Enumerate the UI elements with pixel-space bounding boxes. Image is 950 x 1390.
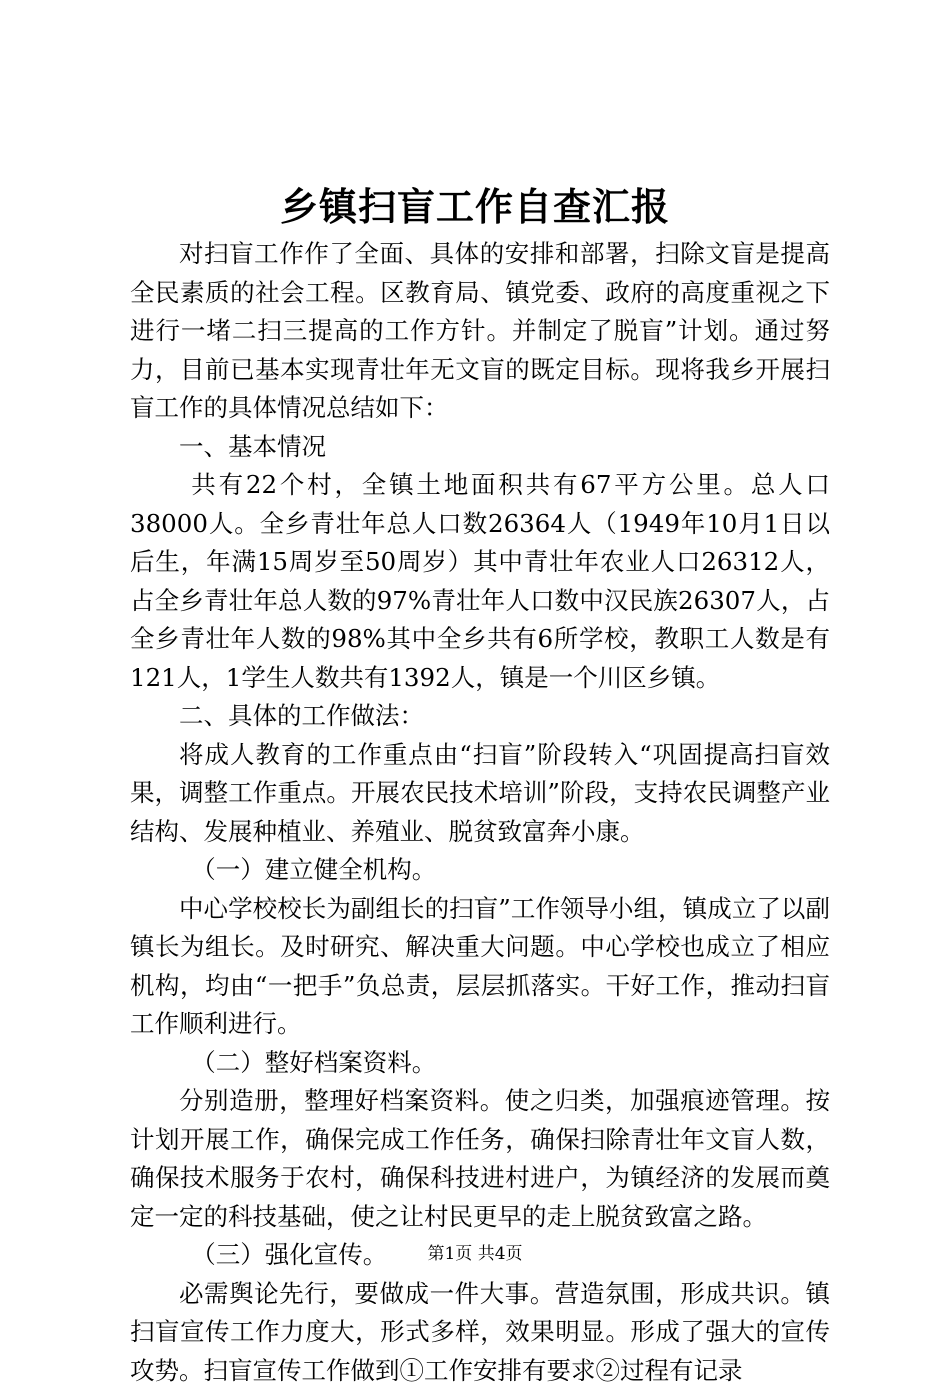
subsection-heading-2: （二）整好档案资料。 (130, 1044, 830, 1083)
section-heading-methods: 二、具体的工作做法： (130, 697, 830, 736)
methods-paragraph: 将成人教育的工作重点由“扫盲”阶段转入“巩固提高扫盲效果，调整工作重点。开展农民技术培训”阶段，支持农民调整产业结构、发展种植业、养殖业、脱贫致富奔小康。 (130, 736, 830, 852)
intro-paragraph: 对扫盲工作作了全面、具体的安排和部署，扫除文盲是提高全民素质的社会工程。区教育局、镇党委、政府的高度重视之下进行一堵二扫三提高的工作方针。并制定了脱盲”计划。通过努力，目前已基本实现青壮年无文盲的既定目标。现将我乡开展扫盲工作的具体情况总结如下： (130, 235, 830, 428)
section-heading-basic-info: 一、基本情况 (130, 428, 830, 467)
subsection-heading-3: （三）强化宣传。 (130, 1236, 830, 1275)
subsection-1-paragraph: 中心学校校长为副组长的扫盲”工作领导小组，镇成立了以副镇长为组长。及时研究、解决重大问题。中心学校也成立了相应机构，均由“一把手”负总责，层层抓落实。干好工作，推动扫盲工作顺利进行。 (130, 890, 830, 1044)
subsection-2-paragraph: 分别造册，整理好档案资料。使之归类，加强痕迹管理。按计划开展工作，确保完成工作任务，确保扫除青壮年文盲人数，确保技术服务于农村，确保科技进村进户，为镇经济的发展而奠定一定的科技基础，使之让村民更早的走上脱贫致富之路。 (130, 1082, 830, 1236)
document-title: 乡镇扫盲工作自查汇报 (0, 180, 950, 234)
page-number-footer: 第1页 共4页 (0, 1243, 950, 1265)
subsection-3-paragraph: 必需舆论先行，要做成一件大事。营造氛围，形成共识。镇扫盲宣传工作力度大，形式多样，效果明显。形成了强大的宣传攻势。扫盲宣传工作做到①工作安排有要求②过程有记录 (130, 1275, 830, 1390)
document-body (130, 235, 830, 1390)
basic-info-paragraph: 共有22个村，全镇土地面积共有67平方公里。总人口38000人。全乡青壮年总人口数26364人（1949年10月1日以后生，年满15周岁至50周岁）其中青壮年农业人口26312人，占全乡青壮年总人数的97%青壮年人口数中汉民族26307人，占全乡青壮年人数的98%其中全乡共有6所学校，教职工人数是有121人，1学生人数共有1392人，镇是一个川区乡镇。 (130, 466, 830, 697)
subsection-heading-1: （一）建立健全机构。 (130, 851, 830, 890)
